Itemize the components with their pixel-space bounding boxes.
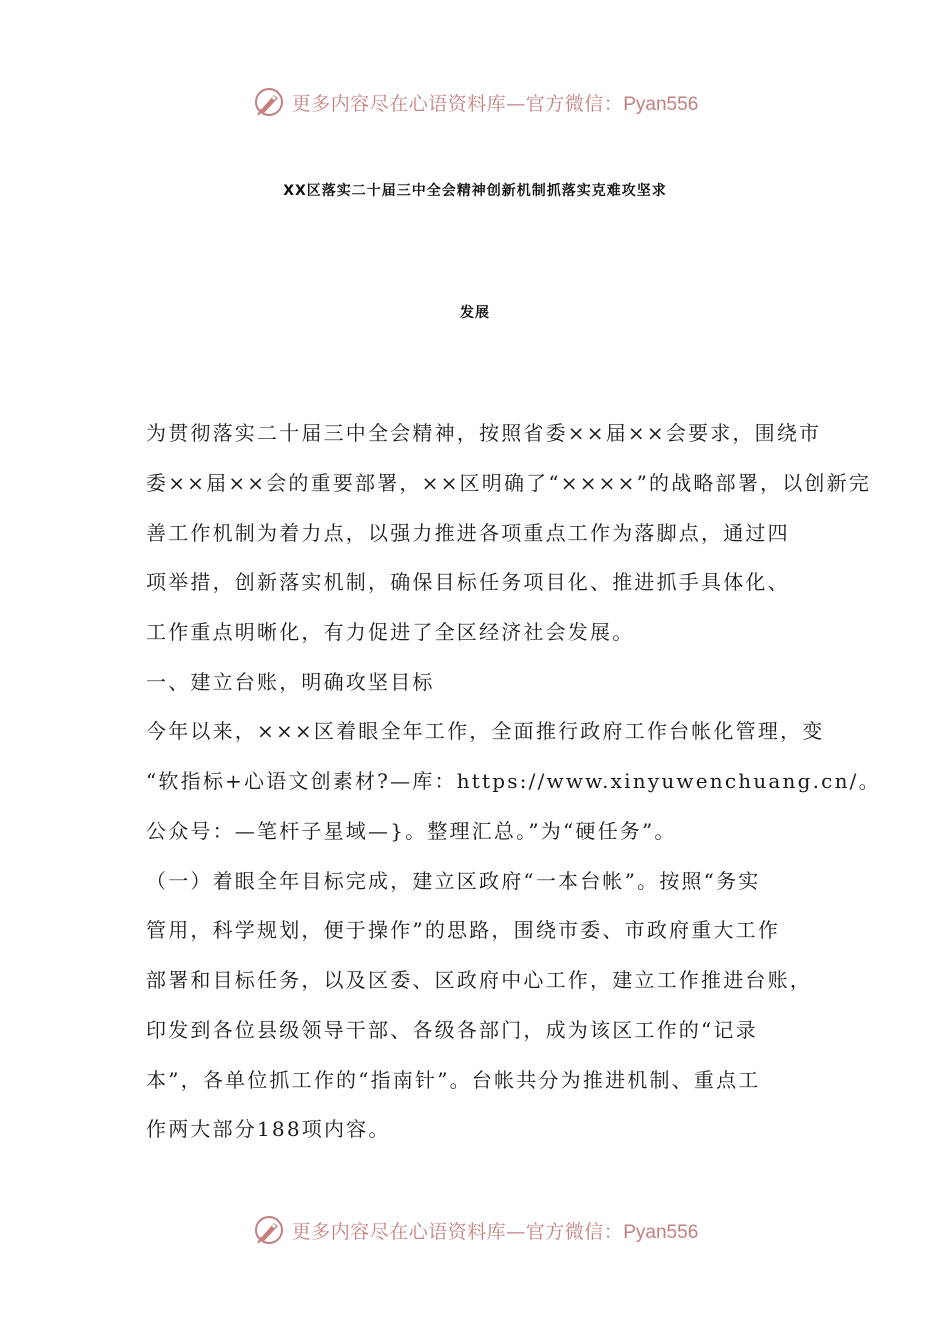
- watermark-text: [292, 1217, 699, 1244]
- watermark-wechat-id: Pyan556: [623, 93, 699, 115]
- watermark-text: [292, 89, 699, 116]
- document-title-line-1: XX区落实二十届三中全会精神创新机制抓落实克难攻坚求: [283, 183, 667, 199]
- body-line: 公众号：—笔杆子星域—}。整理汇总。”为“硬任务”。: [146, 819, 677, 843]
- body-line: 印发到各位县级领导干部、各级各部门，成为该区工作的“记录: [146, 1018, 758, 1042]
- watermark-header: [0, 80, 950, 124]
- body-line: 委××届××会的重要部署，××区明确了“××××”的战略部署，以创新完: [146, 471, 872, 495]
- body-line: “软指标+心语文创素材?—库：https://www.xinyuwenchuang.cn/。: [146, 769, 881, 793]
- body-line: 作两大部分188项内容。: [146, 1117, 391, 1141]
- body-line: 管用，科学规划，便于操作”的思路，围绕市委、市政府重大工作: [146, 918, 781, 942]
- body-line: 部署和目标任务，以及区委、区政府中心工作，建立工作推进台账，: [146, 968, 812, 992]
- watermark-prefix: 更多内容尽在心语资料库—官方微信：: [291, 1220, 624, 1243]
- pen-nib-logo-icon: [252, 85, 286, 119]
- watermark-wechat-id: Pyan556: [623, 1221, 699, 1243]
- body-line: 项举措，创新落实机制，确保目标任务项目化、推进抓手具体化、: [146, 570, 790, 594]
- pen-nib-logo-icon: [252, 1213, 286, 1247]
- body-line: 今年以来，×××区着眼全年工作，全面推行政府工作台帐化管理，变: [146, 719, 825, 743]
- watermark-prefix: 更多内容尽在心语资料库—官方微信：: [291, 92, 624, 115]
- body-line: 为贯彻落实二十届三中全会精神，按照省委××届××会要求，围绕市: [146, 421, 822, 445]
- watermark-footer: [0, 1208, 950, 1252]
- body-line: 本”，各单位抓工作的“指南针”。台帐共分为推进机制、重点工: [146, 1068, 761, 1092]
- document-title-line-2: 发展: [460, 305, 490, 321]
- section-heading: 一、建立台账，明确攻坚目标: [146, 670, 435, 694]
- body-line: 善工作机制为着力点，以强力推进各项重点工作为落脚点，通过四: [146, 521, 790, 545]
- body-line: 工作重点明晰化，有力促进了全区经济社会发展。: [146, 620, 635, 644]
- subsection-heading-line: （一）着眼全年目标完成，建立区政府“一本台帐”。按照“务实: [146, 869, 761, 893]
